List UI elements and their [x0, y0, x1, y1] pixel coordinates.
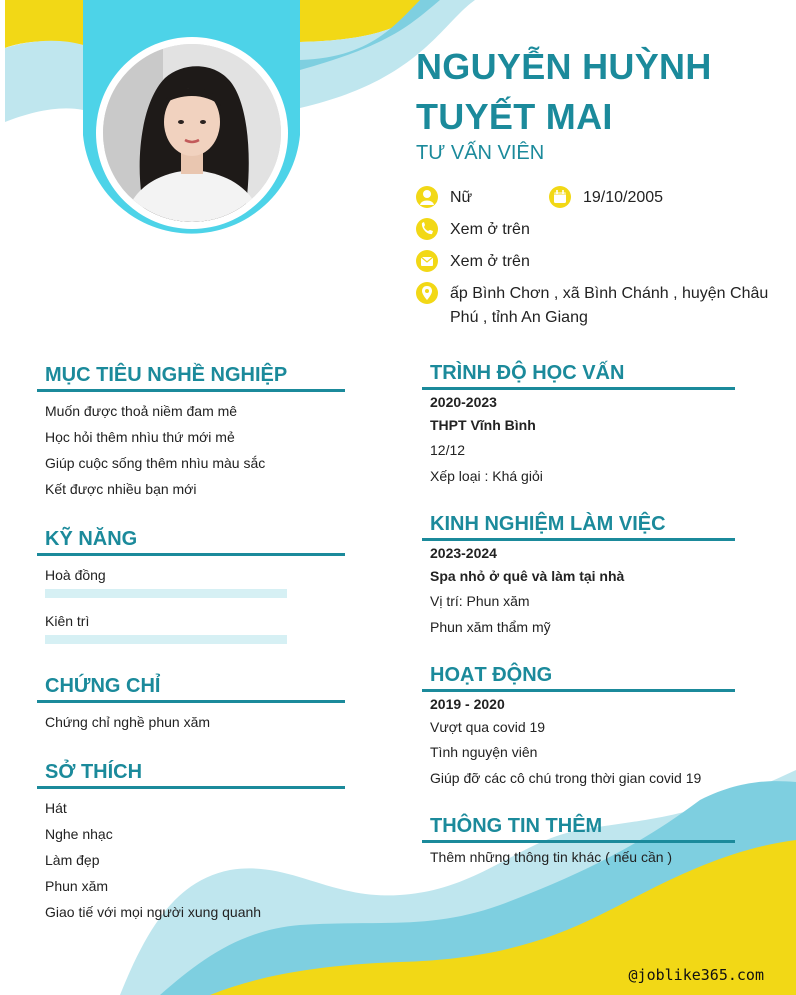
person-icon: [416, 186, 438, 208]
skill-bar: [45, 635, 287, 644]
career-goal-item: Kết được nhiều bạn mới: [45, 481, 197, 497]
career-goal-item: Muốn được thoả niềm đam mê: [45, 403, 238, 419]
education-period: 2020-2023: [430, 394, 497, 410]
phone-icon: [416, 218, 438, 240]
activity-item: Tình nguyện viên: [430, 744, 538, 760]
address-line-1: ấp Bình Chơn , xã Bình Chánh , huyện Châu: [450, 285, 769, 302]
additional-info-title: THÔNG TIN THÊM: [430, 815, 603, 837]
education-title: TRÌNH ĐỘ HỌC VẤN: [430, 362, 625, 384]
additional-info-divider: [422, 840, 735, 843]
top-yellow-wave: [5, 0, 83, 48]
email-icon: [416, 250, 438, 272]
activities-divider: [422, 689, 735, 692]
gender-value: Nữ: [450, 189, 473, 206]
address-line-2: Phú , tỉnh An Giang: [450, 309, 588, 326]
hobby-item: Hát: [45, 800, 67, 816]
calendar-icon: [549, 186, 571, 208]
email-value: Xem ở trên: [450, 253, 530, 270]
top-light-wave: [5, 41, 83, 122]
skill-label: Kiên trì: [45, 613, 90, 629]
career-goal-item: Giúp cuộc sống thêm nhìu màu sắc: [45, 455, 266, 471]
additional-info-text: Thêm những thông tin khác ( nếu cần ): [430, 849, 673, 865]
name-line-1: NGUYỄN HUỲNH: [416, 46, 712, 87]
activities-title: HOẠT ĐỘNG: [430, 664, 553, 686]
hobby-item: Phun xăm: [45, 878, 109, 894]
name-line-2: TUYẾT MAI: [416, 96, 613, 137]
watermark: @joblike365.com: [628, 966, 764, 984]
education-school: THPT Vĩnh Bình: [430, 417, 536, 433]
career-goal-title: MỤC TIÊU NGHỀ NGHIỆP: [45, 364, 288, 386]
skills-title: KỸ NĂNG: [45, 528, 138, 550]
activity-item: Giúp đỡ các cô chú trong thời gian covid 19: [430, 770, 702, 786]
skill-bar: [45, 589, 287, 598]
location-icon: [416, 282, 438, 304]
certificates-title: CHỨNG CHỈ: [45, 675, 161, 697]
hobby-item: Làm đẹp: [45, 852, 100, 868]
experience-period: 2023-2024: [430, 545, 497, 561]
birthday-value: 19/10/2005: [583, 189, 664, 206]
hobby-item: Giao tiế với mọi người xung quanh: [45, 904, 262, 920]
address-value: [450, 282, 770, 330]
education-grade: 12/12: [430, 442, 466, 458]
certificates-divider: [37, 700, 345, 703]
profile-photo: [103, 44, 281, 222]
hobbies-title: SỞ THÍCH: [45, 761, 143, 783]
experience-title: KINH NGHIỆM LÀM VIỆC: [430, 513, 666, 535]
education-rank: Xếp loại : Khá giỏi: [430, 468, 543, 484]
experience-company: Spa nhỏ ở quê và làm tại nhà: [430, 568, 625, 584]
hobbies-divider: [37, 786, 345, 789]
activities-period: 2019 - 2020: [430, 696, 505, 712]
experience-position: Vị trí: Phun xăm: [430, 593, 530, 609]
job-title: TƯ VẤN VIÊN: [416, 142, 545, 164]
candidate-name: [416, 42, 712, 142]
skill-label: Hoà đồng: [45, 567, 106, 583]
phone-value: Xem ở trên: [450, 221, 530, 238]
hobby-item: Nghe nhạc: [45, 826, 113, 842]
education-divider: [422, 387, 735, 390]
skills-divider: [37, 553, 345, 556]
career-goal-divider: [37, 389, 345, 392]
certificate-item: Chứng chỉ nghề phun xăm: [45, 714, 211, 730]
experience-divider: [422, 538, 735, 541]
experience-description: Phun xăm thẩm mỹ: [430, 619, 551, 635]
activity-item: Vượt qua covid 19: [430, 719, 546, 735]
career-goal-item: Học hỏi thêm nhìu thứ mới mẻ: [45, 429, 235, 445]
